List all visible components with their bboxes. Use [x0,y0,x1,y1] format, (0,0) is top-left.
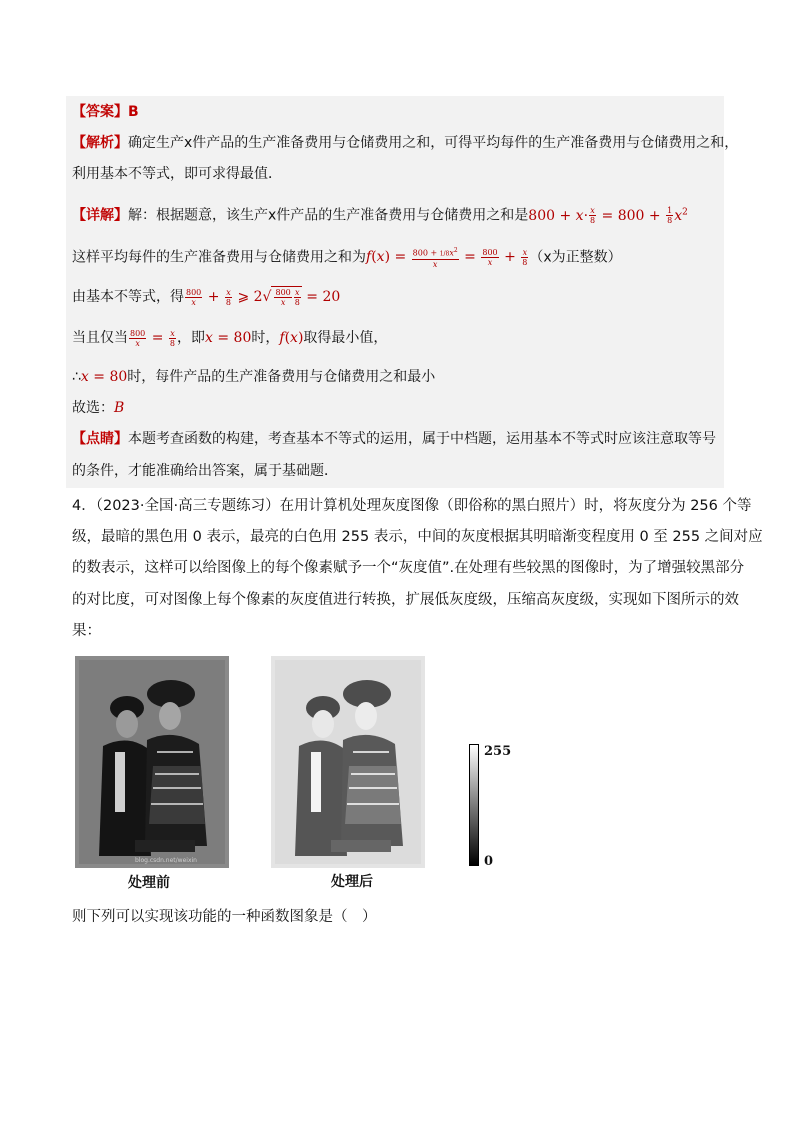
question-line-1: 4．（2023·全国·高三专题练习）在用计算机处理灰度图像（即俗称的黑白照片）时，将灰度分为 256 个等 [72,498,752,514]
choose-line [72,398,124,418]
detail-line-1 [72,202,688,226]
caption-before: 处理前 [128,875,170,891]
photo-after [271,656,425,868]
therefore-symbol: ∴ [72,369,81,385]
comment-line-1 [72,429,716,449]
detail-text-2: 这样平均每件的生产准备费用与仓储费用之和为 [72,249,366,266]
average-formula: f(x) = $\frac{800 + 1/8x^2}{x}$ = $\frac{800}{x}$ + $\frac{x}{8}$ [366,247,528,269]
equality-condition: $\frac{800}{x}$ = $\frac{x}{8}$ [130,328,176,348]
analysis-line-1 [72,133,738,153]
comment-text-1: 本题考查函数的构建，考查基本不等式的运用，属于中档题，运用基本不等式时应该注意取等号 [128,431,716,447]
detail-line-4 [72,328,387,348]
scale-min-label: 0 [484,854,494,869]
detail-line-2 [72,246,622,269]
detail-text-3: 由基本不等式，得 [72,289,184,305]
photo-after-figure [271,656,425,868]
caption-after: 处理后 [331,874,373,890]
x-value: x = 80 [205,330,252,346]
comment-text-2: 的条件，才能准确给出答案，属于基础题． [72,463,338,479]
scale-max-label: 255 [484,744,512,759]
detail-text-2-suffix: （x为正整数） [529,249,622,266]
detail-text-4-pre: 当且仅当 [72,330,128,346]
grayscale-bar [469,744,479,866]
x-equals-80: x = 80 [80,369,128,385]
question-line-2: 级，最暗的黑色用 0 表示，最亮的白色用 255 表示，中间的灰度根据其明暗渐变程度用 0 至 255 之间对应 [72,529,763,545]
question-line-3: 的数表示，这样可以给图像上的每个像素赋予一个“灰度值”.在处理有些较黑的图像时，为了增强较黑部分 [72,560,745,576]
question-line-5: 果： [72,623,101,639]
detail-text-5-post: 时，每件产品的生产准备费用与仓储费用之和最小 [127,369,436,385]
detail-text-1: 解：根据题意，该生产x件产品的生产准备费用与仓储费用之和是 [128,207,529,224]
photo-watermark: blog.csdn.net/weixin [135,857,197,864]
detail-line-3 [72,286,340,307]
detail-text-4-mid: ，即 [177,330,206,346]
answer-value: B [128,104,139,120]
answer-tag: 【答案】 [72,104,128,120]
photo-before [75,656,229,868]
analysis-line-2 [72,164,282,184]
inequality-formula: $\frac{800}{x}$ + $\frac{x}{8}$ ⩾ 2√ $\frac{800}{x}$ $\frac{x}{8}$ = 20 [186,287,341,307]
comment-line-2 [72,461,338,481]
detail-tag: 【详解】 [72,207,128,224]
choose-text: 故选： [72,400,114,416]
detail-line-5 [72,367,435,387]
analysis-text-1: 确定生产x件产品的生产准备费用与仓储费用之和，可得平均每件的生产准备费用与仓储费用之和， [128,135,739,151]
comment-tag: 【点睛】 [72,431,128,447]
analysis-tag: 【解析】 [72,135,128,151]
question-prompt: 则下列可以实现该功能的一种函数图象是（ ） [72,909,377,925]
photo-before-figure [75,656,229,868]
detail-text-4-post: 取得最小值， [303,330,388,346]
detail-text-4-mid2: 时， [251,330,280,346]
question-line-4: 的对比度，可对图像上每个像素的灰度值进行转换，扩展低灰度级，压缩高灰度级，实现如下图所示的效 [72,592,739,608]
fx-symbol: f(x) [279,330,304,346]
analysis-text-2: 利用基本不等式，即可求得最值． [72,166,282,182]
cost-formula: 800 + x· $\frac{x}{8}$ = 800 + $\frac{1}{8}$ $x^2$ [528,206,688,226]
choose-value: B [114,400,125,416]
answer-line [72,102,139,122]
